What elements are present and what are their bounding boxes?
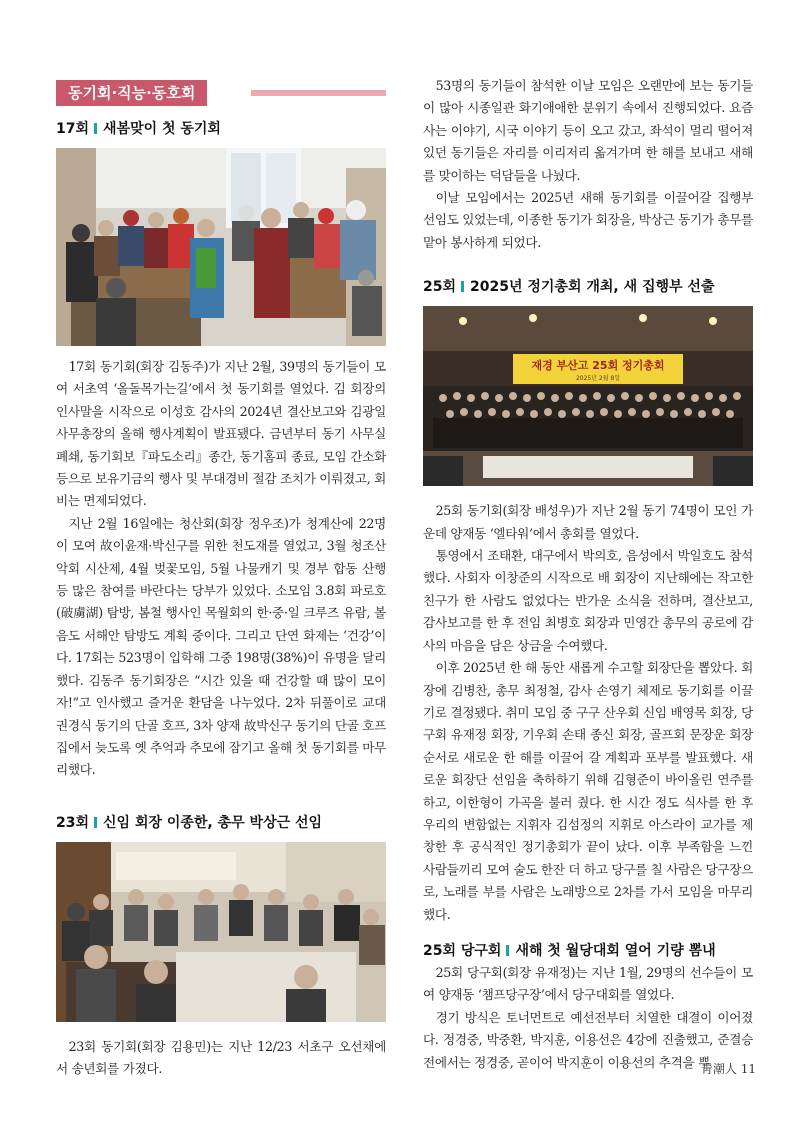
article-25b-title: 새해 첫 월당대회 열어 기량 뽐내 (515, 942, 716, 959)
banner-line1: 재경 부산고 25회 정기총회 (531, 359, 665, 373)
article-17-paragraph: 17회 동기회(회장 김동주)가 지난 2월, 39명의 동기들이 모여 서초역 ‘올돌목가는길’에서 첫 동기회를 열었다. 김 회장의 인사말을 시작으로 이성호 감사의 2024년 결산보고와 김광일 사무총장의 올해 행사계획이 발표됐다. 금년부터 동기 사무실 폐쇄, 동기회보『파도소리』종간, 동기홈피 종료, 모임 간소화 등으로 보유기금의 행사 및 부대경비 절감 조치가 이뤄졌고, 회비는 면제되었다. (56, 359, 386, 509)
heading-bar-icon (94, 123, 97, 134)
article-23-paragraph: 이날 모임에서는 2025년 새해 동기회를 이끌어갈 집행부 선임도 있었는데, 이종한 동기가 회장을, 박상근 동기가 총무를 맡아 봉사하게 되었다. (423, 190, 753, 250)
article-25-paragraph: 25회 동기회(회장 배성우)가 지난 2월 동기 74명이 모인 가운데 양재동 ‘엘타워’에서 총회를 열었다. (423, 503, 753, 541)
article-25b-paragraph: 25회 당구회(회장 유재정)는 지난 1월, 29명의 선수들이 모여 양재동 ‘챔프당구장’에서 당구대회를 열었다. (423, 964, 753, 1003)
article-25b-number: 25회 당구회 (423, 942, 502, 959)
article-23-number: 23회 (56, 814, 90, 831)
article-25-title: 2025년 정기총회 개최, 새 집행부 선출 (470, 279, 715, 296)
page-footer: 靑潮人 11 (700, 1062, 756, 1076)
article-25-number: 25회 (423, 279, 457, 296)
article-23-paragraph: 23회 동기회(회장 김용민)는 지난 12/23 서초구 오선채에서 송년회를 가졌다. (56, 1038, 386, 1077)
section-rule (251, 90, 386, 96)
article-17-photo (56, 148, 386, 346)
article-25b-heading (423, 940, 753, 962)
left-column (56, 118, 386, 1081)
section-title: 동기회·직능·동호회 (56, 80, 207, 106)
article-17-title: 새봄맞이 첫 동기회 (103, 121, 221, 137)
article-17-heading (56, 118, 386, 140)
article-23-photo (56, 842, 386, 1022)
article-25-paragraph: 통영에서 조태환, 대구에서 박의호, 음성에서 박일호도 참석했다. 사회자 이창준의 시작으로 배 회장이 지난해에는 작고한 친구가 한 사람도 없었다는 반가운 소식을 전하며, 결산보고, 감사보고를 한 후 전임 최병호 회장과 민영간 총무의 공로에 감사의 마음을 담은 상금을 수여했다. (423, 548, 753, 653)
article-25-heading (423, 276, 753, 298)
article-25b-paragraph: 경기 방식은 토너먼트로 예선전부터 치열한 대결이 이어졌다. 정경중, 박중환, 박지훈, 이용선은 4강에 진출했고, 준결승전에서는 정경중, 곧이어 박지훈이 이용선의 추격을 뿌 (423, 1009, 753, 1070)
heading-bar-icon (94, 817, 97, 828)
article-17-paragraph: 지난 2월 16일에는 청산회(회장 정우조)가 청계산에 22명이 모여 故이윤재·박신구를 위한 천도재를 열었고, 3월 청조산악회 시산제, 4월 벚꽃모임, 5월 나물캐기 및 경부 합동 산행 등 많은 참여를 바란다는 당부가 있었다. 소모임 3.8회 파로호(破虜湖) 탐방, 봄철 행사인 목월회의 한·중·일 크루즈 유람, 볼음도 서해안 탐방도 계획 중이다. 그리고 단연 화제는 ‘건강’이다. 17회는 523명이 입학해 그중 198명(38%)이 유명을 달리했다. 김동주 동기회장은 “시간 있을 때 건강할 때 많이 모이자!”고 인사했고 즐거운 환담을 나누었다. 2차 뒤풀이로 교대 권경식 동기의 단골 호프, 3차 양재 故박신구 동기의 단골 호프집에서 늦도록 옛 추억과 추모에 잠기고 올해 첫 동기회를 마무리했다. (56, 515, 386, 778)
article-17-number: 17회 (56, 121, 90, 137)
article-25-photo (423, 306, 753, 486)
heading-bar-icon (506, 945, 509, 956)
right-column (423, 75, 753, 1074)
article-25-paragraph: 이후 2025년 한 해 동안 새롭게 수고할 회장단을 뽑았다. 회장에 김병찬, 총무 최정철, 감사 손영기 체제로 동기회를 이끌기로 결정됐다. 취미 모임 중 구구 산우회 신임 배영목 회장, 당구회 유재정 회장, 기우회 손태 종신 회장, 골프회 문장운 회장 순서로 새로운 한 해를 이끌어 갈 계획과 포부를 발표했다. 새로운 회장단 선임을 축하하기 위해 김형준이 바이올린 연주를 하고, 이한형이 가곡을 불러 줬다. 한 시간 정도 식사를 한 후 우리의 변함없는 지휘자 김섬정의 지휘로 아스라이 교가를 제창한 후 공식적인 정기총회가 끝이 났다. 이후 부족함을 느낀 사람들끼리 모여 술도 한잔 더 하고 당구를 칠 사람은 당구장으로, 노래를 부를 사람은 노래방으로 2차를 가서 모임을 마무리했다. (423, 660, 753, 922)
heading-bar-icon (461, 281, 464, 292)
article-23-heading (56, 812, 386, 834)
article-23-title: 신임 회장 이종한, 총무 박상근 선임 (103, 814, 323, 831)
section-banner (56, 80, 386, 106)
article-23-paragraph: 53명의 동기들이 참석한 이날 모임은 오랜만에 보는 동기들이 많아 시종일관 화기애애한 분위기 속에서 진행되었다. 요즘 사는 이야기, 시국 이야기 등이 오고 갔고, 좌석이 멀리 떨어져 있던 동기들은 자리를 이리저리 옮겨가며 한 해를 보내고 새해를 맞이하는 덕담들을 나눴다. (423, 78, 753, 183)
banner-line2: 2025년 2월 8일 (575, 375, 621, 383)
